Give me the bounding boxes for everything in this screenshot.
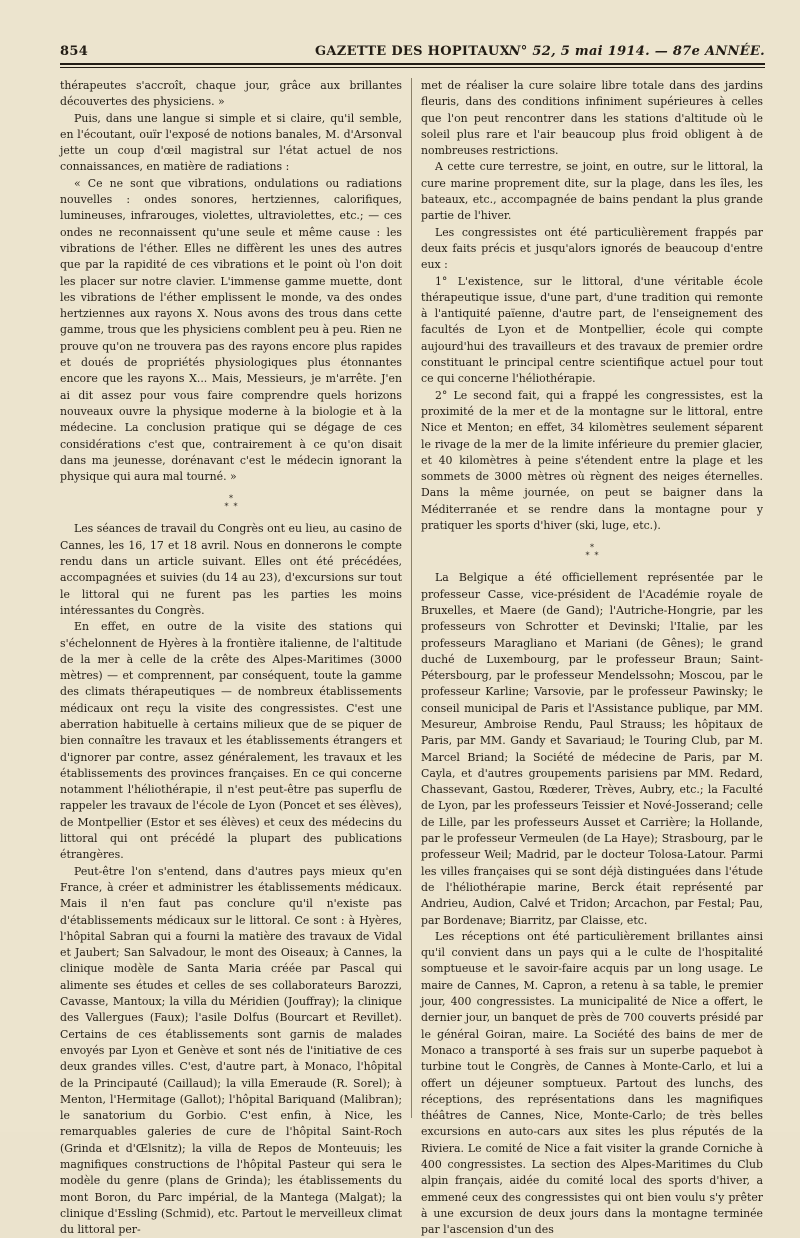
quote-paragraph: « Ce ne sont que vibrations, ondulations ou radiations nouvelles : ondes sonores, hertziennes, calorifiques, lumineuses, infrarouges, violettes, ultraviolettes, etc.; — ces ondes ne reconnaissent qu'une seule et même cause : les vibrations de l'éther. Elles ne diffèrent les unes des autres que par la rapidité de ces vibrations et le point où l'on doit les placer sur notre clavier. L'immense gamme muette, dont les vibrations de l'éther emplissent le monde, va des ondes hertziennes aux rayons X. Nous avons des trous dans cette gamme, trous que les physiciens comblent peu à peu. Rien ne prouve qu'on ne trouvera pas des rayons encore plus rapides et doués de propriétés physiologiques plus étonnantes encore que les rayons X... Mais, Messieurs, je m'arrête. J'en ai dit assez pour vous faire comprendre quels horizons nouveaux ouvre la physique moderne à la biologie et à la médecine. La conclusion pratique qui se dégage de ces considérations c'est que, contrairement à ce qu'on disait dans ma jeunesse, dorénavant c'est le médecin ignorant la physique qui aura mal tourné. » [60,176,402,484]
paragraph: 1° L'existence, sur le littoral, d'une véritable école thérapeutique issue, d'une part, d'une tradition qui remonte à l'antiquité païenne, d'autre part, de l'enseignement des facultés de Lyon et de Montpellier, école qui compte aujourd'hui des travailleurs et des travaux de premier ordre constituant le principal centre scientifique actuel pour tout ce qui concerne l'héliothérapie. [421,274,763,386]
journal-title: GAZETTE DES HOPITAUX [315,44,510,59]
paragraph: La Belgique a été officiellement représentée par le professeur Casse, vice-président de l'Académie royale de Bruxelles, et Maere (de Gand); l'Autriche-Hongrie, par les professeurs von Schrotter et Devinski; l'Italie, par les professeurs Maragliano et Mariani (de Gênes); le grand duché de Luxembourg, par le professeur Braun; Saint-Pétersbourg, par le professeur Mendelssohn; Moscou, par le professeur Karline; Varsovie, par le professeur Pawinsky; le conseil municipal de Paris et l'Assistance publique, par MM. Mesureur, Ambroise Rendu, Paul Strauss; les hôpitaux de Paris, par MM. Gandy et Savariaud; le Touring Club, par M. Marcel Briand; la Société de médecine de Paris, par M. Cayla, et d'autres groupements parisiens par MM. Redard, Chassevant, Gastou, Rœderer, Trèves, Aubry, etc.; la Faculté de Lyon, par les professeurs Teissier et Nové-Josserand; celle de Lille, par les professeurs Ausset et Carrière; la Hollande, par le professeur Vermeulen (de La Haye); Strasbourg, par le professeur Weil; Madrid, par le docteur Tolosa-Latour. Parmi les villes françaises qui se sont déjà distinguées dans l'étude de l'héliothérapie marine, Berck était représenté par Andrieu, Audion, Calvé et Tridon; Arcachon, par Festal; Pau, par Bordenave; Biarritz, par Claisse, etc. [421,571,763,927]
paragraph: Les séances de travail du Congrès ont eu lieu, au casino de Cannes, les 16, 17 et 18 avril. Nous en donnerons le compte rendu dans un article suivant. Elles ont été précédées, accompagnées et suivies (du 14 au 23), d'excursions sur tout le littoral qui ne furent pas les parties les moins intéressantes du Congrès. [60,522,402,617]
left-column [60,78,402,1238]
paragraph: thérapeutes s'accroît, chaque jour, grâce aux brillantes découvertes des physiciens. » [60,79,402,109]
paragraph: En effet, en outre de la visite des stations qui s'échelonnent de Hyères à la frontière italienne, de l'altitude de la mer à celle de la crête des Alpes-Maritimes (3000 mètres) — et comprennent, par conséquent, toute la gamme des climats thérapeutiques — de nombreux établissements médicaux ont reçu la visite des congressistes. C'est une aberration habituelle à certains milieux que de se piquer de bien connaître les travaux et les établissements étrangers et d'ignorer par contre, assez généralement, les travaux et les établissements des provinces françaises. En ce qui concerne notamment l'héliothérapie, il n'est peut-être pas superflu de rappeler les travaux de l'école de Lyon (Poncet et ses élèves), de Montpellier (Estor et ses élèves) et ceux des médecins du littoral qui ont précédé la plupart des publications étrangères. [60,620,402,862]
page-number: 854 [60,44,89,59]
asterism-stars: * * [224,502,238,512]
paragraph: Les congressistes ont été particulièrement frappés par deux faits précis et jusqu'alors ignorés de beaucoup d'entre eux : [421,225,763,272]
paragraph: Peut-être l'on s'entend, dans d'autres pays mieux qu'en France, à créer et administrer les établissements médicaux. Mais il n'en faut pas conclure qu'il n'existe pas d'établissements médicaux sur le littoral. Ce sont : à Hyères, l'hôpital Sabran qui a fourni la matière des travaux de Vidal et Jaubert; San Salvadour, le mont des Oiseaux; à Cannes, la clinique modèle de Santa Maria créée par Pascal qui alimente ses études et celles de ses collaborateurs Barozzi, Cavasse, Mantoux; la villa du Méridien (Jouffray); la clinique des Vallergues (Faux); l'asile Dolfus (Bourcart et Revillet). Certains de ces établissements sont garnis de malades envoyés par Lyon et Genève et sont nés de l'initiative de ces deux grandes villes. C'est, d'autre part, à Monaco, l'hôpital de la Principauté (Caillaud); la villa Emeraude (R. Sorel); à Menton, l'Hermitage (Gallot); l'hôpital Bariquand (Malibran); le sanatorium du Gorbio. C'est enfin, à Nice, les remarquables galeries de cure de l'hôpital Saint-Roch (Grinda et d'Œlsnitz); la villa de Repos de Monteuuis; les magnifiques constructions de l'hôpital Pasteur qui sera le modèle du genre (plans de Grinda); les établissements du mont Boron, du Parc impérial, de la Mantega (Malgat); la clinique d'Essling (Schmid), etc. Partout le merveilleux climat du littoral per- [60,864,402,1237]
asterism-stars: * * [585,551,599,561]
paragraph: Les réceptions ont été particulièrement brillantes ainsi qu'il convient dans un pays qui a le culte de l'hospitalité somptueuse et le savoir-faire acquis par un long usage. Le maire de Cannes, M. Capron, a retenu à sa table, le premier jour, 400 congressistes. La municipalité de Nice a offert, le dernier jour, un banquet de près de 700 couverts présidé par le général Goiran, maire. La Société des bains de mer de Monaco a transporté à ses frais sur un superbe paquebot à turbine tout le Congrès, de Cannes à Monte-Carlo, et lui a offert un déjeuner somptueux. Partout des lunchs, des réceptions, des représentations dans les magnifiques théâtres de Cannes, Nice, Monte-Carlo; de très belles excursions en auto-cars aux sites les plus réputés de la Riviera. Le comité de Nice a fait visiter la grande Corniche à 400 congressistes. La section des Alpes-Maritimes du Club alpin français, aidée du comité local des sports d'hiver, a emmené ceux des congressistes qui ont bien voulu s'y prêter à une excursion de deux jours dans la montagne terminée par l'ascension d'un des [421,929,763,1237]
header-rule-thin [60,67,765,68]
issue-info: N° 52, 5 mai 1914. — 87e ANNÉE. [508,44,765,59]
asterism-star: * [590,543,594,553]
asterism-separator [421,544,763,560]
paragraph: 2° Le second fait, qui a frappé les congressistes, est la proximité de la mer et de la montagne sur le littoral, entre Nice et Menton; en effet, 34 kilomètres seulement séparent le rivage de la mer de la limite inférieure du premier glacier, et 40 kilomètres à peine s'étendent entre la plage et les sommets de 3000 mètres où règnent des neiges éternelles. Dans la même journée, on peut se baigner dans la Méditerranée et se rendre dans la montagne pour y pratiquer les sports d'hiver (ski, luge, etc.). [421,388,763,533]
paragraph: A cette cure terrestre, se joint, en outre, sur le littoral, la cure marine proprement dite, sur la plage, dans les îles, les bateaux, etc., accompagnée de bains pendant la plus grande partie de l'hiver. [421,160,763,223]
right-column [421,78,763,1238]
column-divider [411,78,412,1118]
paragraph: met de réaliser la cure solaire libre totale dans des jardins fleuris, dans des conditions infiniment supérieures à celles que l'on peut rencontrer dans les stations d'altitude où le soleil plus rare et l'air beaucoup plus froid obligent à de nombreuses restrictions. [421,79,763,158]
asterism-separator [60,495,402,511]
paragraph: Puis, dans une langue si simple et si claire, qu'il semble, en l'écoutant, ouïr l'exposé de notions banales, M. d'Arsonval jette un coup d'œil magistral sur l'état actuel de nos connaissances, en matière de radiations : [60,111,402,174]
header-rule-thick [60,63,765,65]
asterism-star: * [229,494,233,504]
